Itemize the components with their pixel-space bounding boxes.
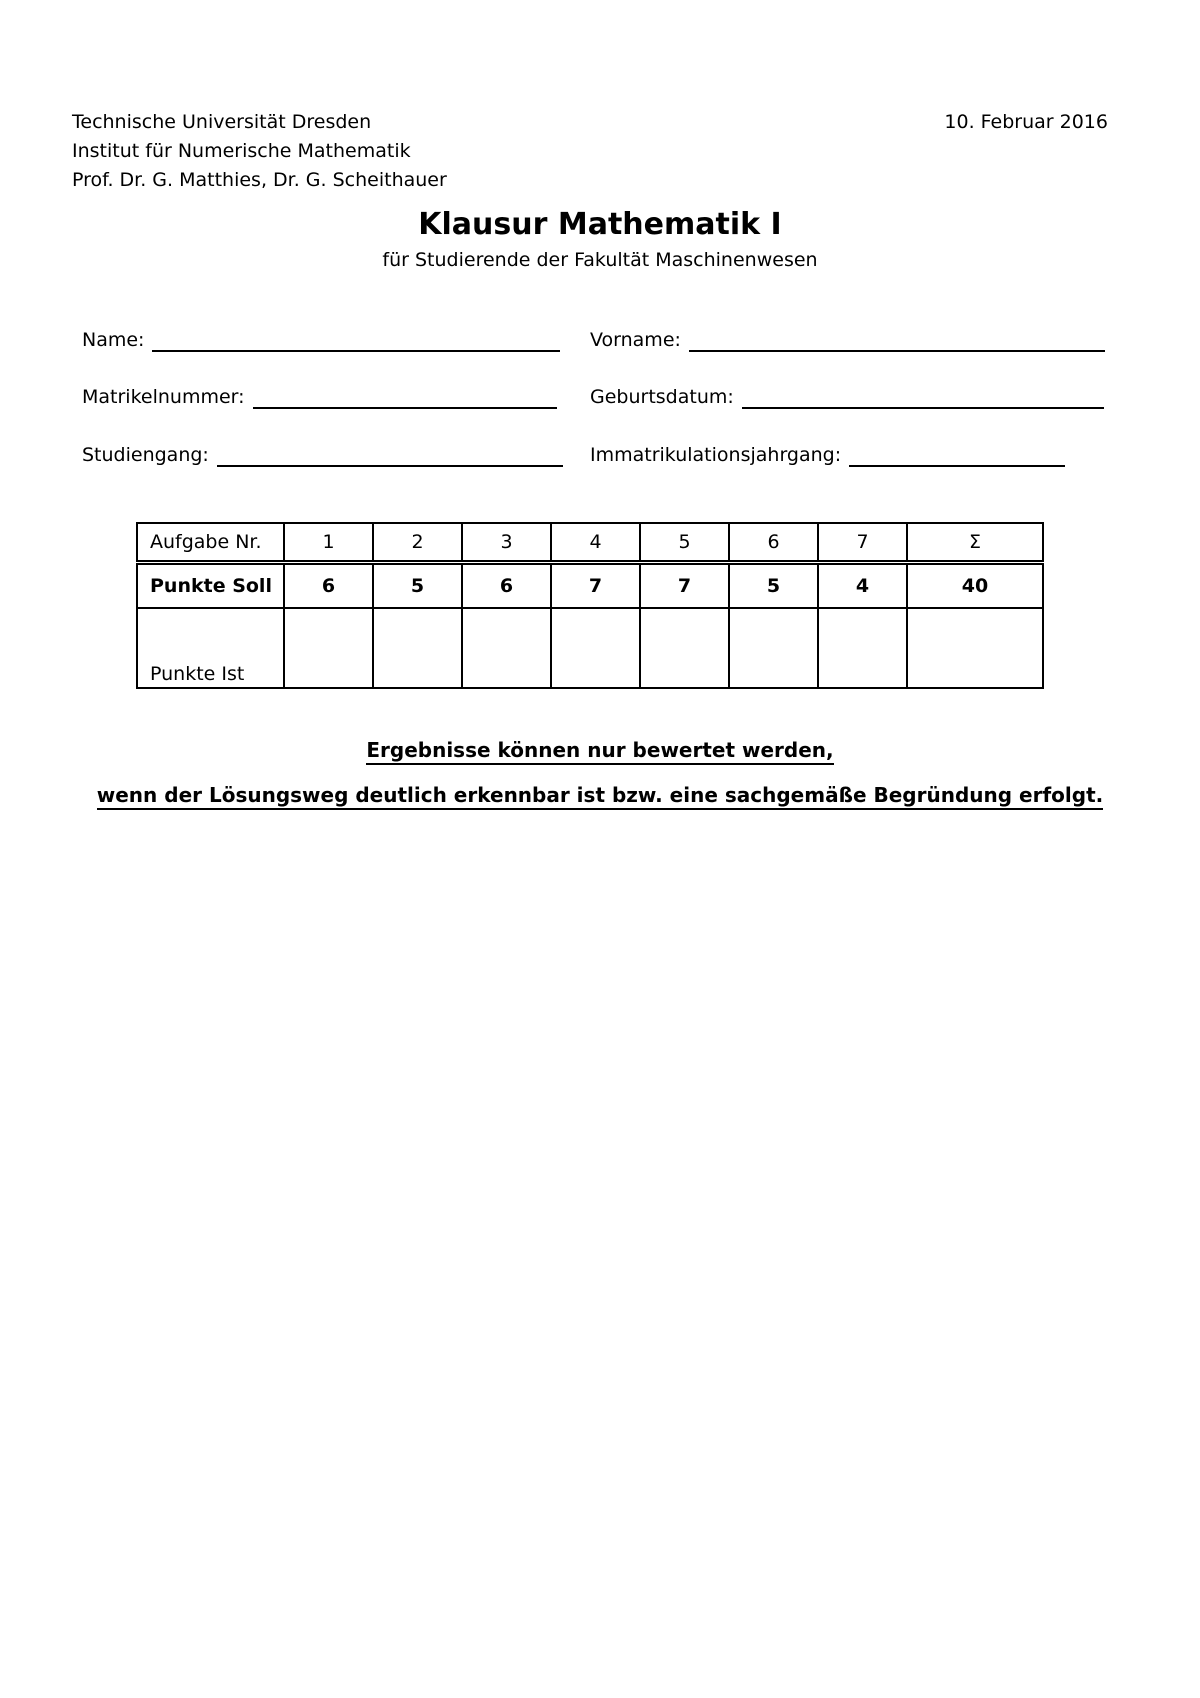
geburtsdatum-field: [590, 385, 1104, 409]
target-points-6: 5: [729, 563, 818, 609]
task-number-3: 3: [462, 523, 551, 563]
matrikelnummer-input-line[interactable]: [253, 385, 557, 409]
immatrikulation-field: [590, 443, 1065, 467]
immatrikulation-label: Immatrikulationsjahrgang:: [590, 444, 842, 466]
actual-points-cell-1[interactable]: [284, 608, 373, 688]
task-number-5: 5: [640, 523, 729, 563]
studiengang-input-line[interactable]: [217, 443, 563, 467]
target-points-label: Punkte Soll: [137, 563, 284, 609]
actual-points-cell-5[interactable]: [640, 608, 729, 688]
grading-note-line-1: [0, 736, 1200, 764]
name-label: Name:: [82, 329, 145, 351]
task-number-2: 2: [373, 523, 462, 563]
university-name: Technische Universität Dresden: [72, 111, 372, 133]
exam-date: 10. Februar 2016: [944, 111, 1108, 133]
grading-note-text-2: wenn der Lösungsweg deutlich erkennbar ist bzw. eine sachgemäße Begründung erfolgt.: [97, 783, 1103, 810]
actual-points-cell-3[interactable]: [462, 608, 551, 688]
grading-note-text-1: Ergebnisse können nur bewertet werden,: [366, 738, 833, 765]
actual-points-row: [137, 608, 1043, 688]
task-number-6: 6: [729, 523, 818, 563]
vorname-label: Vorname:: [590, 329, 681, 351]
grading-note-line-2: [0, 781, 1200, 809]
examiners: Prof. Dr. G. Matthies, Dr. G. Scheithauer: [72, 169, 447, 191]
studiengang-field: [82, 443, 563, 467]
vorname-field: [590, 328, 1105, 352]
actual-points-cell-4[interactable]: [551, 608, 640, 688]
target-points-7: 4: [818, 563, 907, 609]
matrikelnummer-field: [82, 385, 557, 409]
actual-points-cell-7[interactable]: [818, 608, 907, 688]
score-table: [136, 522, 1044, 689]
target-points-5: 7: [640, 563, 729, 609]
sum-symbol: Σ: [907, 523, 1043, 563]
task-number-4: 4: [551, 523, 640, 563]
actual-points-total-cell[interactable]: [907, 608, 1043, 688]
task-number-row: [137, 523, 1043, 563]
target-points-3: 6: [462, 563, 551, 609]
immatrikulation-input-line[interactable]: [849, 443, 1065, 467]
target-points-row: [137, 563, 1043, 609]
actual-points-label: Punkte Ist: [137, 608, 284, 688]
name-input-line[interactable]: [152, 328, 560, 352]
exam-title: Klausur Mathematik I: [418, 207, 782, 242]
task-number-7: 7: [818, 523, 907, 563]
task-number-label: Aufgabe Nr.: [137, 523, 284, 563]
institute-name: Institut für Numerische Mathematik: [72, 140, 411, 162]
actual-points-cell-2[interactable]: [373, 608, 462, 688]
actual-points-cell-6[interactable]: [729, 608, 818, 688]
matrikelnummer-label: Matrikelnummer:: [82, 386, 245, 408]
geburtsdatum-input-line[interactable]: [742, 385, 1104, 409]
vorname-input-line[interactable]: [689, 328, 1105, 352]
target-points-1: 6: [284, 563, 373, 609]
task-number-1: 1: [284, 523, 373, 563]
name-field: [82, 328, 560, 352]
target-points-2: 5: [373, 563, 462, 609]
geburtsdatum-label: Geburtsdatum:: [590, 386, 734, 408]
target-points-4: 7: [551, 563, 640, 609]
exam-subtitle: für Studierende der Fakultät Maschinenwesen: [382, 249, 818, 271]
target-points-total: 40: [907, 563, 1043, 609]
studiengang-label: Studiengang:: [82, 444, 209, 466]
